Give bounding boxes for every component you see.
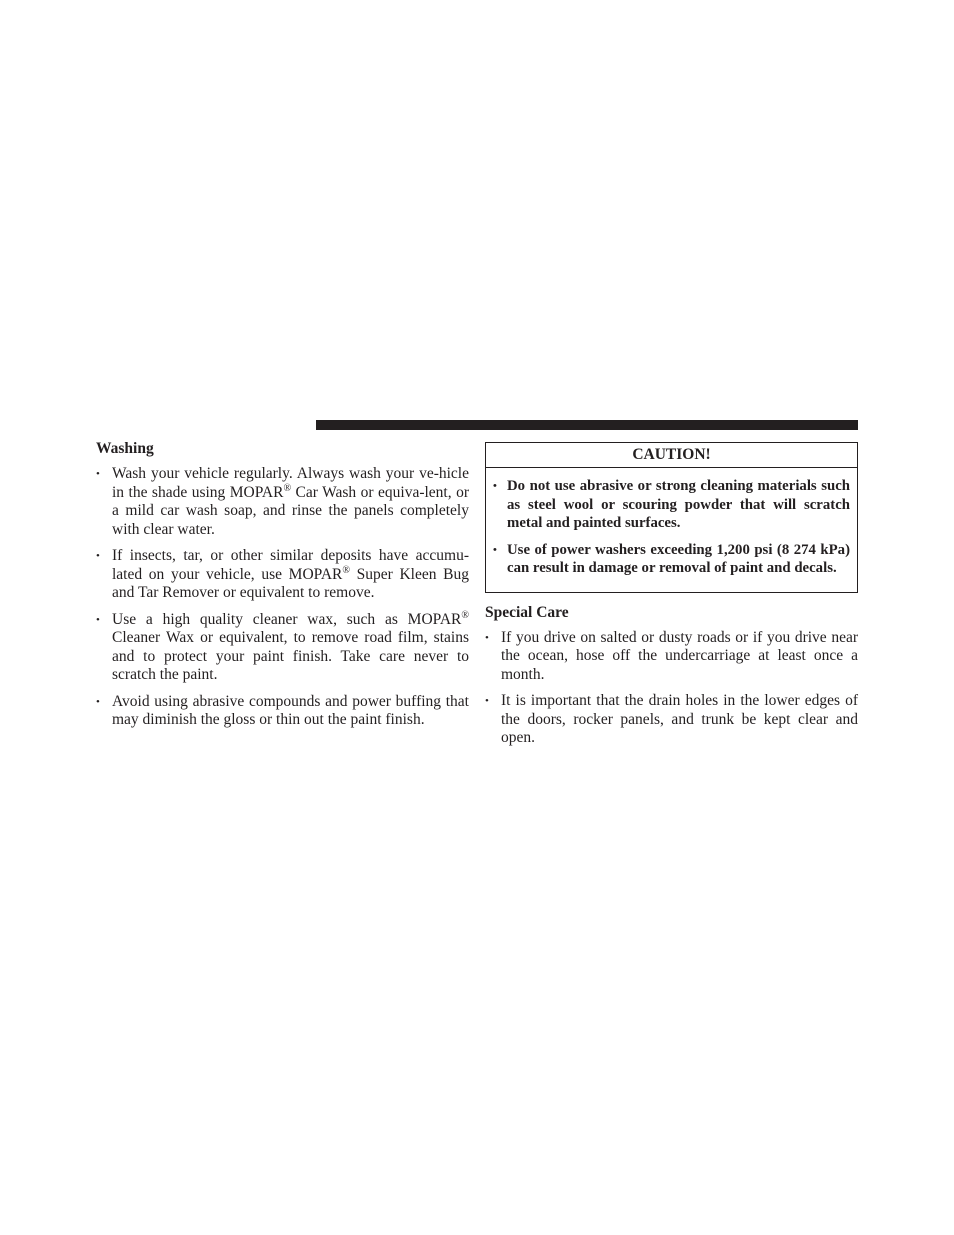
bullet-icon: •	[485, 695, 489, 707]
registered-mark: ®	[461, 609, 469, 621]
right-column	[485, 442, 858, 756]
list-item: • Wash your vehicle regularly. Always wash your ve-hicle in the shade using MOPAR® Car Wash or equiva-lent, or a mild car wash soap, and rinse the panels completely with clear water.	[96, 465, 469, 538]
bullet-icon: •	[96, 613, 100, 626]
bullet-icon: •	[96, 695, 100, 708]
caution-body	[486, 468, 857, 592]
list-item: • Use a high quality cleaner wax, such as MOPAR® Cleaner Wax or equivalent, to remove road film, stains and to protect your paint finish. Take care never to scratch the paint.	[96, 609, 469, 683]
list-item: • If you drive on salted or dusty roads or if you drive near the ocean, hose off the undercarriage at least once a month.	[485, 628, 858, 683]
list-item: • Do not use abrasive or strong cleaning materials such as steel wool or scouring powder that will scratch metal and painted surfaces.	[493, 478, 850, 531]
registered-mark: ®	[283, 482, 292, 494]
list-item: • It is important that the drain holes in the lower edges of the doors, rocker panels, and trunk be kept clear and open.	[485, 692, 858, 746]
left-column	[96, 436, 469, 738]
list-item: • Use of power washers exceeding 1,200 psi (8 274 kPa) can result in damage or removal of paint and decals.	[493, 541, 850, 576]
washing-heading: Washing	[96, 440, 154, 457]
bullet-icon: •	[493, 480, 497, 492]
list-item: • If insects, tar, or other similar deposits have accumu-lated on your vehicle, use MOPAR® Super Kleen Bug and Tar Remover or equivalent to remove.	[96, 547, 469, 601]
caution-list	[493, 477, 850, 578]
washing-list	[96, 465, 469, 730]
section-header-bar	[316, 420, 858, 430]
bullet-icon: •	[485, 631, 489, 644]
special-care-list	[485, 629, 858, 748]
caution-title: CAUTION!	[486, 443, 857, 468]
list-item: • Avoid using abrasive compounds and power buffing that may diminish the gloss or thin out the paint finish.	[96, 692, 469, 728]
bullet-icon: •	[493, 543, 497, 556]
bullet-icon: •	[96, 468, 100, 480]
bullet-icon: •	[96, 550, 100, 562]
special-care-heading: Special Care	[485, 603, 569, 621]
registered-mark: ®	[342, 564, 350, 576]
caution-box	[485, 442, 858, 593]
